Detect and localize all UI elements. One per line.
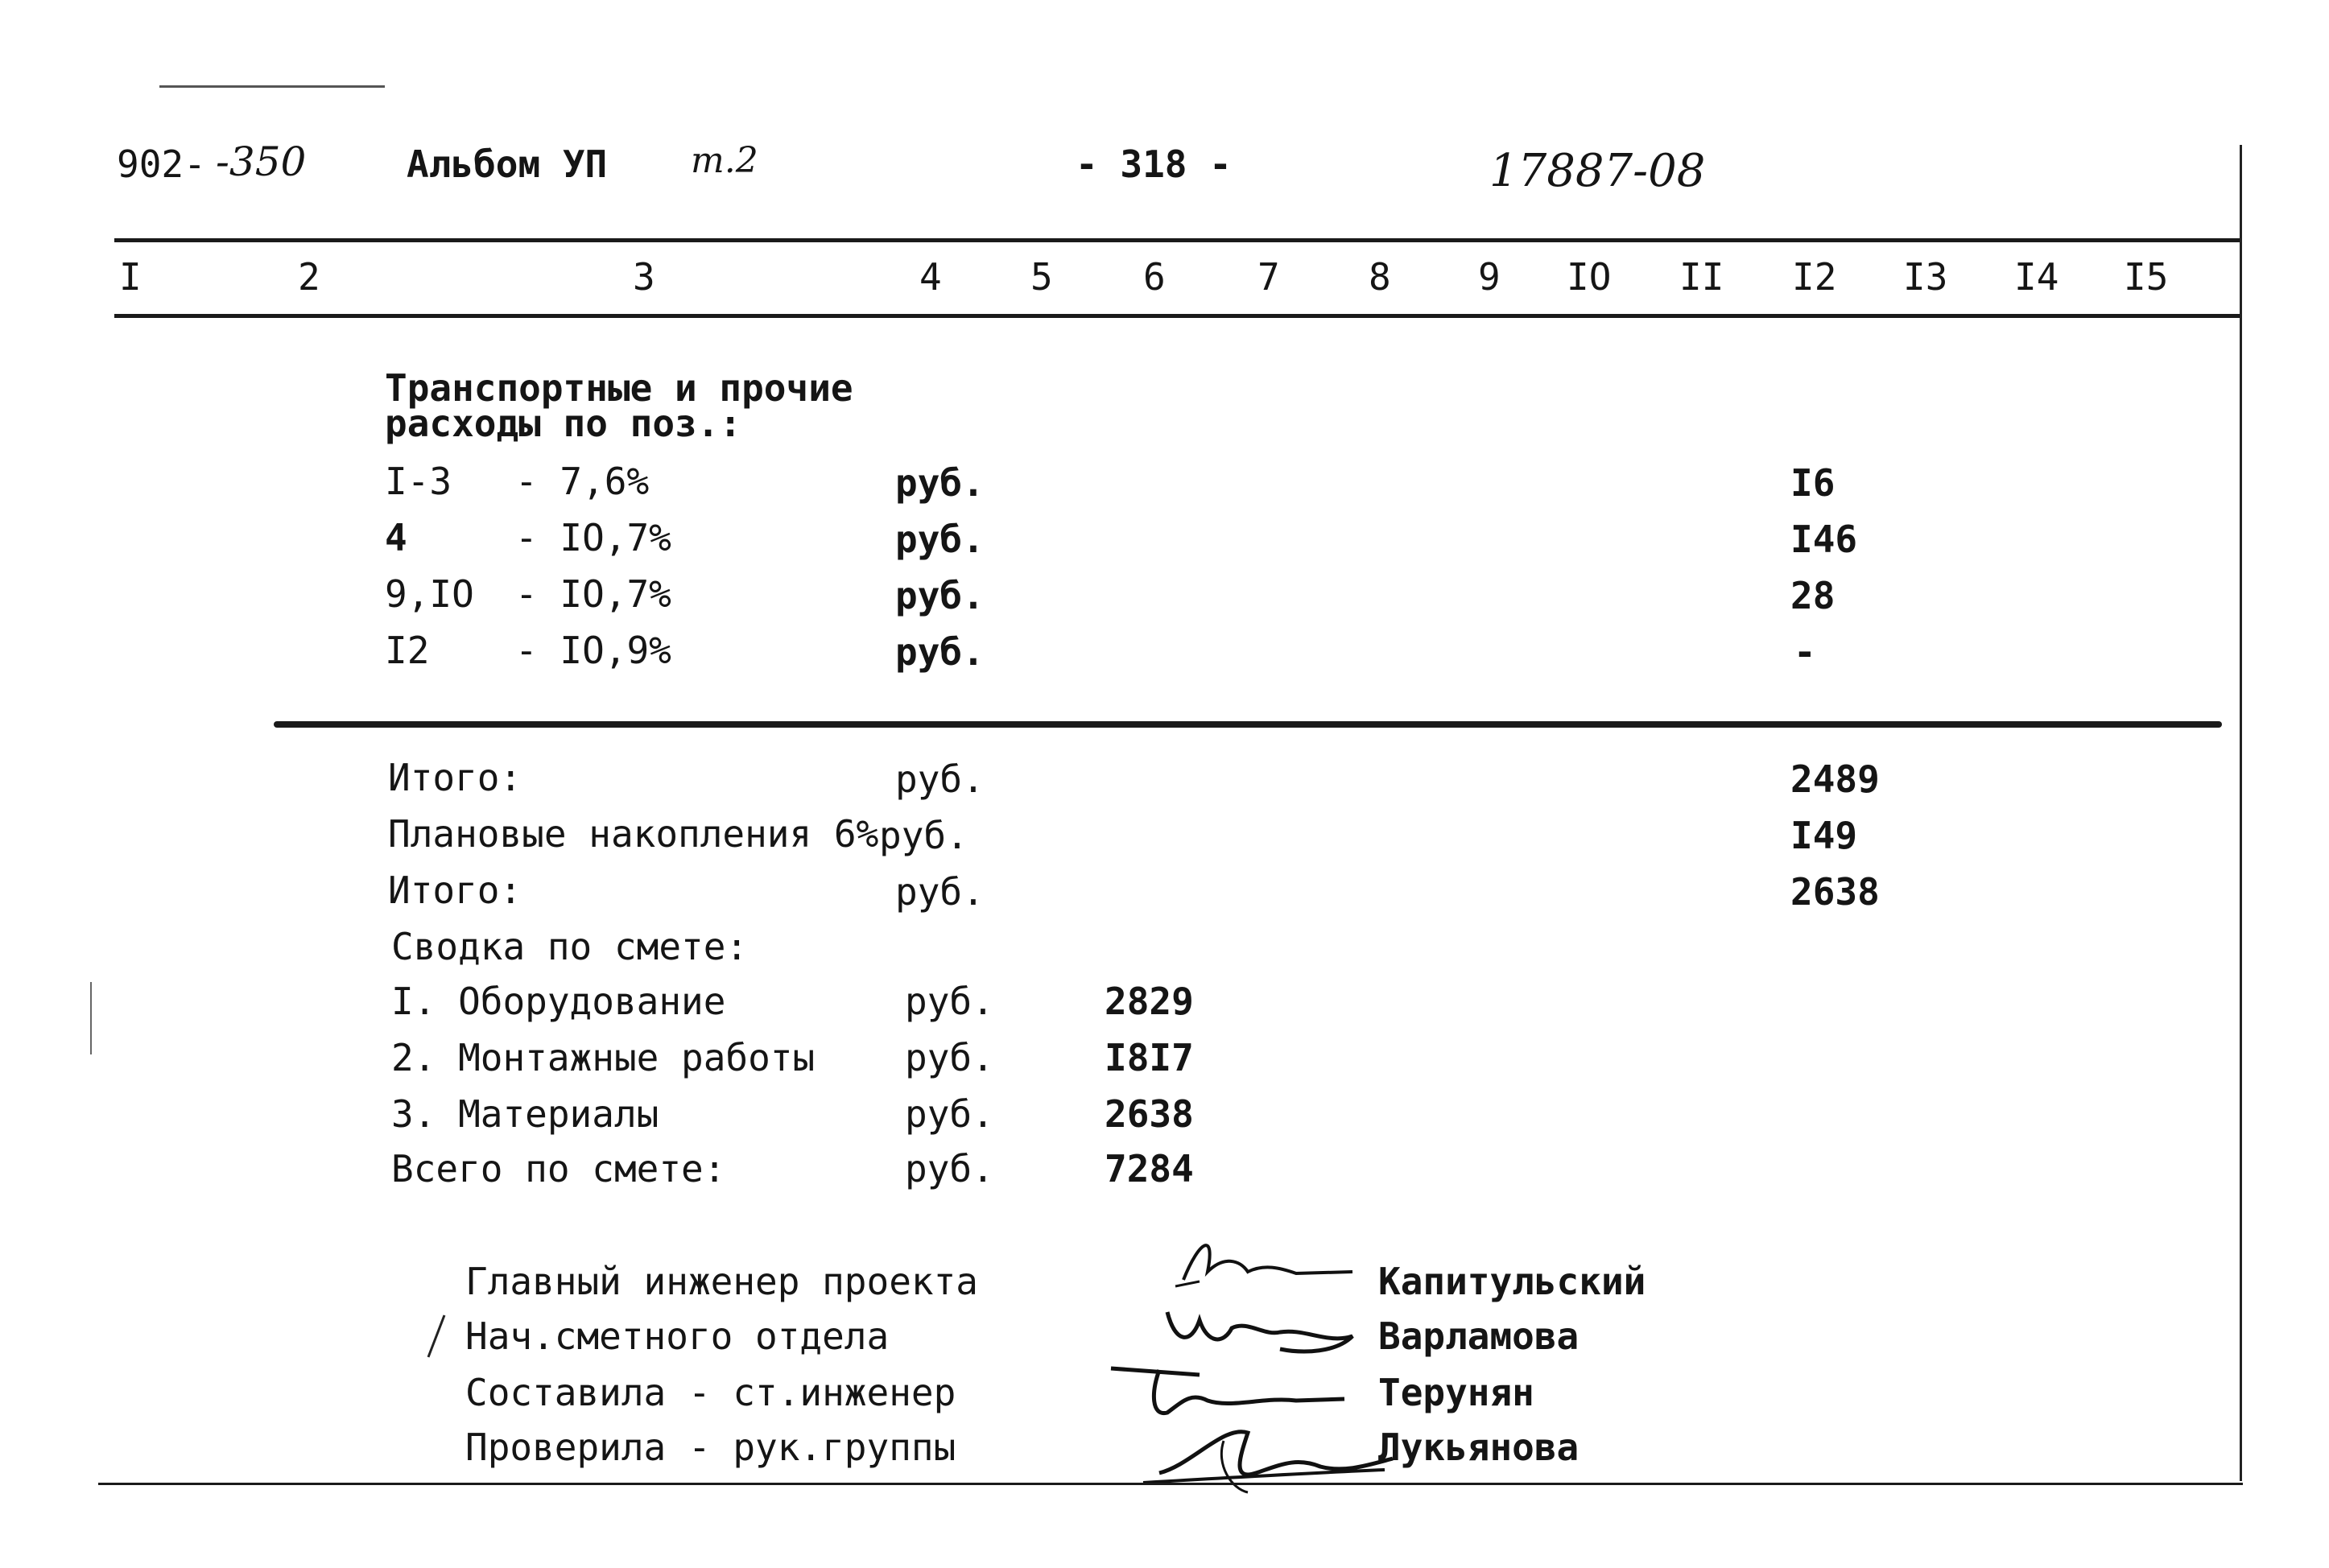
label: 3. Материалы [391, 1092, 659, 1136]
label: Итого: [388, 869, 522, 912]
signer-name: Капитульский [1378, 1260, 1646, 1303]
value: 2829 [1105, 980, 1194, 1023]
value: - [1794, 630, 1816, 674]
label: I. Оборудование [391, 980, 726, 1023]
position: I-3 [385, 460, 452, 503]
value: 2638 [1790, 870, 1880, 914]
signer-name: Терунян [1378, 1371, 1534, 1414]
label: Плановые накопления 6% [388, 812, 879, 856]
column-number: IO [1567, 255, 1612, 299]
column-number: 9 [1478, 255, 1501, 299]
unit: руб. [895, 574, 985, 617]
table-right-border [2240, 145, 2242, 1481]
role: Главный инженер проекта [465, 1260, 978, 1303]
value: I46 [1790, 518, 1858, 561]
transport-title: расходы по поз.: [385, 402, 742, 445]
column-number: 2 [298, 255, 320, 299]
percent: - 7,6% [515, 460, 650, 503]
signer-name: Варламова [1378, 1314, 1580, 1358]
column-number: II [1679, 255, 1724, 299]
column-number: I2 [1792, 255, 1837, 299]
top-scan-mark [159, 85, 385, 88]
value: I8I7 [1105, 1036, 1194, 1079]
column-number: 4 [919, 255, 942, 299]
position: I2 [385, 629, 430, 672]
registry-number: 17887-08 [1489, 145, 1706, 197]
position: 4 [385, 516, 407, 559]
position: 9,IO [385, 572, 474, 616]
role: Проверила - рук.группы [465, 1426, 956, 1469]
column-number: 7 [1257, 255, 1280, 299]
header-rule-bottom [114, 314, 2240, 318]
slash-mark [423, 1312, 448, 1360]
label: Итого: [388, 756, 522, 799]
column-number: I5 [2124, 255, 2169, 299]
volume-handwritten: т.2 [691, 140, 758, 181]
value: 28 [1790, 574, 1836, 617]
value: I49 [1790, 814, 1858, 857]
doc-code-handwritten: -350 [216, 138, 307, 185]
page-bottom-border [98, 1483, 2243, 1485]
unit: руб. [895, 461, 985, 505]
unit: руб. [895, 518, 985, 561]
unit: руб. [895, 870, 985, 914]
left-scan-mark [90, 982, 92, 1054]
summary-title: Сводка по смете: [391, 925, 749, 968]
header-rule-top [114, 238, 2240, 242]
label: 2. Монтажные работы [391, 1036, 816, 1079]
value: I6 [1790, 461, 1836, 505]
column-number: I [119, 255, 142, 299]
signature-scribble [1151, 1223, 1393, 1296]
column-number: 3 [633, 255, 655, 299]
column-number: 6 [1143, 255, 1166, 299]
unit: руб. [879, 814, 968, 857]
role: Нач.сметного отдела [465, 1314, 890, 1358]
unit: руб. [895, 630, 985, 674]
signer-name: Лукьянова [1378, 1426, 1580, 1469]
value: 7284 [1105, 1147, 1194, 1190]
percent: - IO,7% [515, 572, 671, 616]
column-number: I4 [2014, 255, 2059, 299]
column-number: 8 [1369, 255, 1391, 299]
column-number: 5 [1030, 255, 1053, 299]
label: Всего по смете: [391, 1147, 726, 1190]
transport-title: Транспортные и прочие [385, 366, 853, 410]
percent: - IO,9% [515, 629, 671, 672]
column-number: I3 [1903, 255, 1948, 299]
page-number: - 318 - [1076, 142, 1232, 186]
value: 2489 [1790, 757, 1880, 801]
unit: руб. [905, 1147, 994, 1190]
album-label: Альбом УП [407, 142, 608, 186]
unit: руб. [895, 757, 985, 801]
unit: руб. [905, 980, 994, 1023]
value: 2638 [1105, 1092, 1194, 1136]
unit: руб. [905, 1036, 994, 1079]
role: Составила - ст.инженер [465, 1371, 956, 1414]
section-separator [274, 721, 2222, 728]
signature-scribble [1143, 1288, 1385, 1360]
unit: руб. [905, 1092, 994, 1136]
doc-code: 902- [117, 142, 206, 186]
percent: - IO,7% [515, 516, 671, 559]
